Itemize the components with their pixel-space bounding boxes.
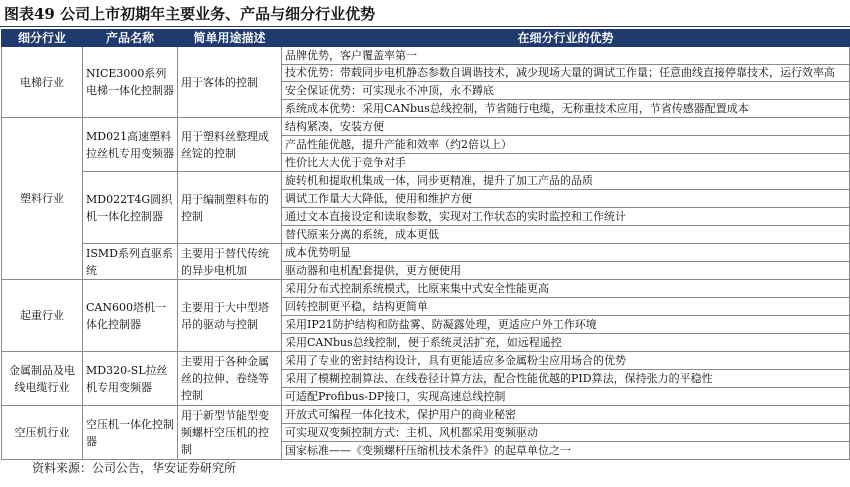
product-name-cell: MD021高速塑料拉丝机专用变频器 — [83, 118, 178, 172]
advantage-cell: 性价比大大优于竞争对手 — [282, 154, 850, 172]
table-header-row — [2, 30, 850, 47]
advantage-cell: 国家标准——《变频螺杆压缩机技术条件》的起草单位之一 — [282, 442, 850, 460]
figure-title: 图表49 公司上市初期年主要业务、产品与细分行业优势 — [4, 5, 376, 23]
advantage-cell: 安全保证优势：可实现永不冲顶，永不蹲底 — [282, 82, 850, 100]
advantage-cell: 产品性能优越，提升产能和效率（约2倍以上） — [282, 136, 850, 154]
use-cell: 用于新型节能型变频螺杆空压机的控制 — [178, 406, 282, 460]
industry-advantage-table — [1, 29, 850, 460]
industry-cell: 塑料行业 — [2, 118, 83, 280]
advantage-cell: 采用IP21防护结构和防盐雾、防凝露处理，更适应户外工作环境 — [282, 316, 850, 334]
table-row — [2, 406, 850, 424]
use-cell: 用于塑料丝整理成丝锭的控制 — [178, 118, 282, 172]
table-row — [2, 47, 850, 65]
industry-cell: 空压机行业 — [2, 406, 83, 460]
advantage-cell: 回转控制更平稳，结构更简单 — [282, 298, 850, 316]
table-row — [2, 352, 850, 370]
header-advantage: 在细分行业的优势 — [282, 30, 850, 47]
table-row — [2, 280, 850, 298]
advantage-cell: 采用分布式控制系统模式，比原来集中式安全性能更高 — [282, 280, 850, 298]
advantage-cell: 替代原来分离的系统，成本更低 — [282, 226, 850, 244]
advantage-cell: 驱动器和电机配套提供，更方便使用 — [282, 262, 850, 280]
use-cell: 主要用于替代传统的异步电机加 — [178, 244, 282, 280]
header-industry: 细分行业 — [2, 30, 83, 47]
advantage-cell: 开放式可编程一体化技术，保护用户的商业秘密 — [282, 406, 850, 424]
use-cell: 用于客体的控制 — [178, 47, 282, 118]
title-rule — [0, 26, 850, 27]
industry-cell: 起重行业 — [2, 280, 83, 352]
advantage-cell: 调试工作量大大降低，使用和维护方便 — [282, 190, 850, 208]
advantage-cell: 采用了专业的密封结构设计，具有更能适应多金属粉尘应用场合的优势 — [282, 352, 850, 370]
advantage-cell: 成本优势明显 — [282, 244, 850, 262]
product-name-cell: MD022T4G圆织机一体化控制器 — [83, 172, 178, 244]
use-cell: 主要用于各种金属丝的拉伸、卷绕等控制 — [178, 352, 282, 406]
advantage-cell: 采用CANbus总线控制，便于系统灵活扩充，如远程遥控 — [282, 334, 850, 352]
product-name-cell: NICE3000系列电梯一体化控制器 — [83, 47, 178, 118]
advantage-cell: 品牌优势，客户覆盖率第一 — [282, 47, 850, 65]
industry-cell: 电梯行业 — [2, 47, 83, 118]
table-row — [2, 118, 850, 136]
advantage-cell: 通过文本直接设定和读取参数，实现对工作状态的实时监控和工作统计 — [282, 208, 850, 226]
header-use: 简单用途描述 — [178, 30, 282, 47]
advantage-cell: 可适配Profibus-DP接口，实现高速总线控制 — [282, 388, 850, 406]
product-name-cell: ISMD系列直驱系统 — [83, 244, 178, 280]
use-cell: 用于编制塑料布的控制 — [178, 172, 282, 244]
table-row — [2, 172, 850, 190]
table-row — [2, 244, 850, 262]
product-name-cell: 空压机一体化控制器 — [83, 406, 178, 460]
industry-cell: 金属制品及电线电缆行业 — [2, 352, 83, 406]
header-product: 产品名称 — [83, 30, 178, 47]
use-cell: 主要用于大中型塔吊的驱动与控制 — [178, 280, 282, 352]
advantage-cell: 系统成本优势：采用CANbus总线控制，节省随行电缆，无称重技术应用，节省传感器配置成本 — [282, 100, 850, 118]
product-name-cell: CAN600塔机一体化控制器 — [83, 280, 178, 352]
product-name-cell: MD320-SL拉丝机专用变频器 — [83, 352, 178, 406]
advantage-cell: 采用了模糊控制算法、在线卷径计算方法，配合性能优越的PID算法，保持张力的平稳性 — [282, 370, 850, 388]
advantage-cell: 可实现双变频控制方式：主机、风机都采用变频驱动 — [282, 424, 850, 442]
advantage-cell: 技术优势：带载同步电机静态参数自调谐技术，减少现场大量的调试工作量；任意曲线直接停靠技术，运行效率高 — [282, 65, 850, 82]
advantage-cell: 结构紧凑，安装方便 — [282, 118, 850, 136]
advantage-cell: 旋转机和提取机集成一体，同步更精准，提升了加工产品的品质 — [282, 172, 850, 190]
source-note: 资料来源：公司公告，华安证券研究所 — [32, 461, 237, 475]
